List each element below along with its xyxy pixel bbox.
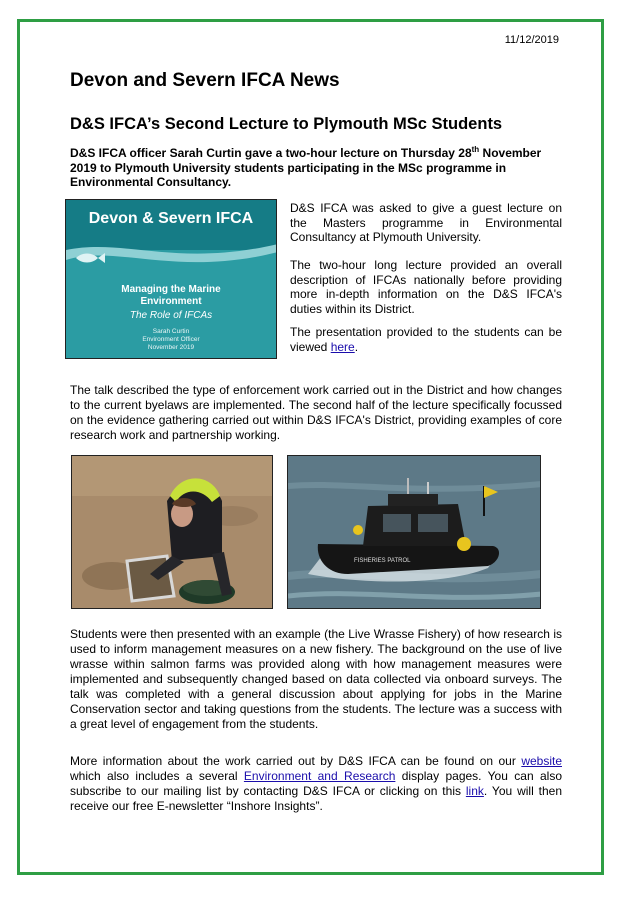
body-paragraph-3	[70, 754, 562, 814]
side-p3-text: The presentation provided to the students can be viewed	[290, 325, 562, 354]
lead-ordinal: th	[471, 145, 480, 154]
presenter-role: Environment Officer	[142, 336, 200, 343]
para3-text-a: More information about the work carried out by D&S IFCA can be found on our	[70, 754, 522, 768]
side-p3-end: .	[354, 339, 359, 354]
slide-presenter	[66, 328, 276, 352]
body-paragraph-2: Students were then presented with an example (the Live Wrasse Fishery) of how research is used to inform management measures on a new fishery. The background on the use of live wrasse within salmon farms was provided along with how management measures were implemented and subsequently changed based on data collected via onboard surveys. The talk was completed with a general discussion about applying for jobs in the Marine Conservation sector and taking questions from the students. The lecture was a success with a great level of engagement from the students.	[70, 627, 562, 731]
side-paragraph-1: D&S IFCA was asked to give a guest lecture on the Masters programme in Environmental Consultancy at Plymouth University.	[290, 201, 562, 244]
lead-text-end: November 2019 to Plymouth University students participating in the MSc programme in Environmental Consultancy.	[70, 146, 542, 189]
photo-patrol-boat	[287, 455, 541, 609]
issue-date: 11/12/2019	[504, 34, 559, 46]
presentation-title-slide	[65, 199, 277, 359]
slide-title: Devon & Severn IFCA	[88, 210, 254, 227]
side-paragraph-3	[290, 325, 562, 354]
environment-research-link[interactable]: Environment and Research	[243, 769, 396, 783]
slide-subtitle	[66, 284, 276, 308]
newsletter-title: Devon and Severn IFCA News	[70, 70, 340, 91]
side-paragraph-2: The two-hour long lecture provided an overall description of IFCAs nationally before providing more in-depth information on the D&S IFCA's duties within its District.	[290, 258, 562, 316]
website-link[interactable]: website	[521, 754, 562, 768]
presentation-link[interactable]: here	[330, 339, 355, 354]
body-paragraph-1: The talk described the type of enforcement work carried out in the District and how changes to the current byelaws are implemented. The second half of the lecture specifically focussed on the evidence gathering carried out within D&S IFCA's District, providing examples of core research work and partnership working.	[70, 383, 562, 442]
para3-text-c: display pages. You can also subscribe to our mailing list by contacting D&S IFCA or clicking on this	[70, 769, 562, 798]
article-lead	[70, 146, 562, 190]
slide-subtitle-line1: Managing the Marine	[121, 284, 221, 295]
subscribe-link[interactable]: link	[465, 784, 484, 798]
presenter-date: November 2019	[147, 344, 195, 351]
slide-subtitle-line2: Environment	[140, 296, 202, 307]
presenter-name: Sarah Curtin	[152, 328, 190, 335]
article-headline: D&S IFCA’s Second Lecture to Plymouth MSc Students	[70, 115, 503, 133]
lead-text-start: D&S IFCA officer Sarah Curtin gave a two-hour lecture on Thursday 28	[70, 146, 472, 160]
slide-subtitle-italic: The Role of IFCAs	[129, 310, 213, 321]
para3-text-b: which also includes a several	[70, 769, 244, 783]
photo-researcher-sieving	[71, 455, 273, 609]
boat-hull-text: FISHERIES PATROL	[354, 558, 411, 564]
para3-text-d: . You will then receive our free E-newsletter “Inshore Insights”.	[70, 784, 562, 813]
patrol-boat-image	[288, 456, 541, 609]
researcher-photo-image	[72, 456, 273, 609]
